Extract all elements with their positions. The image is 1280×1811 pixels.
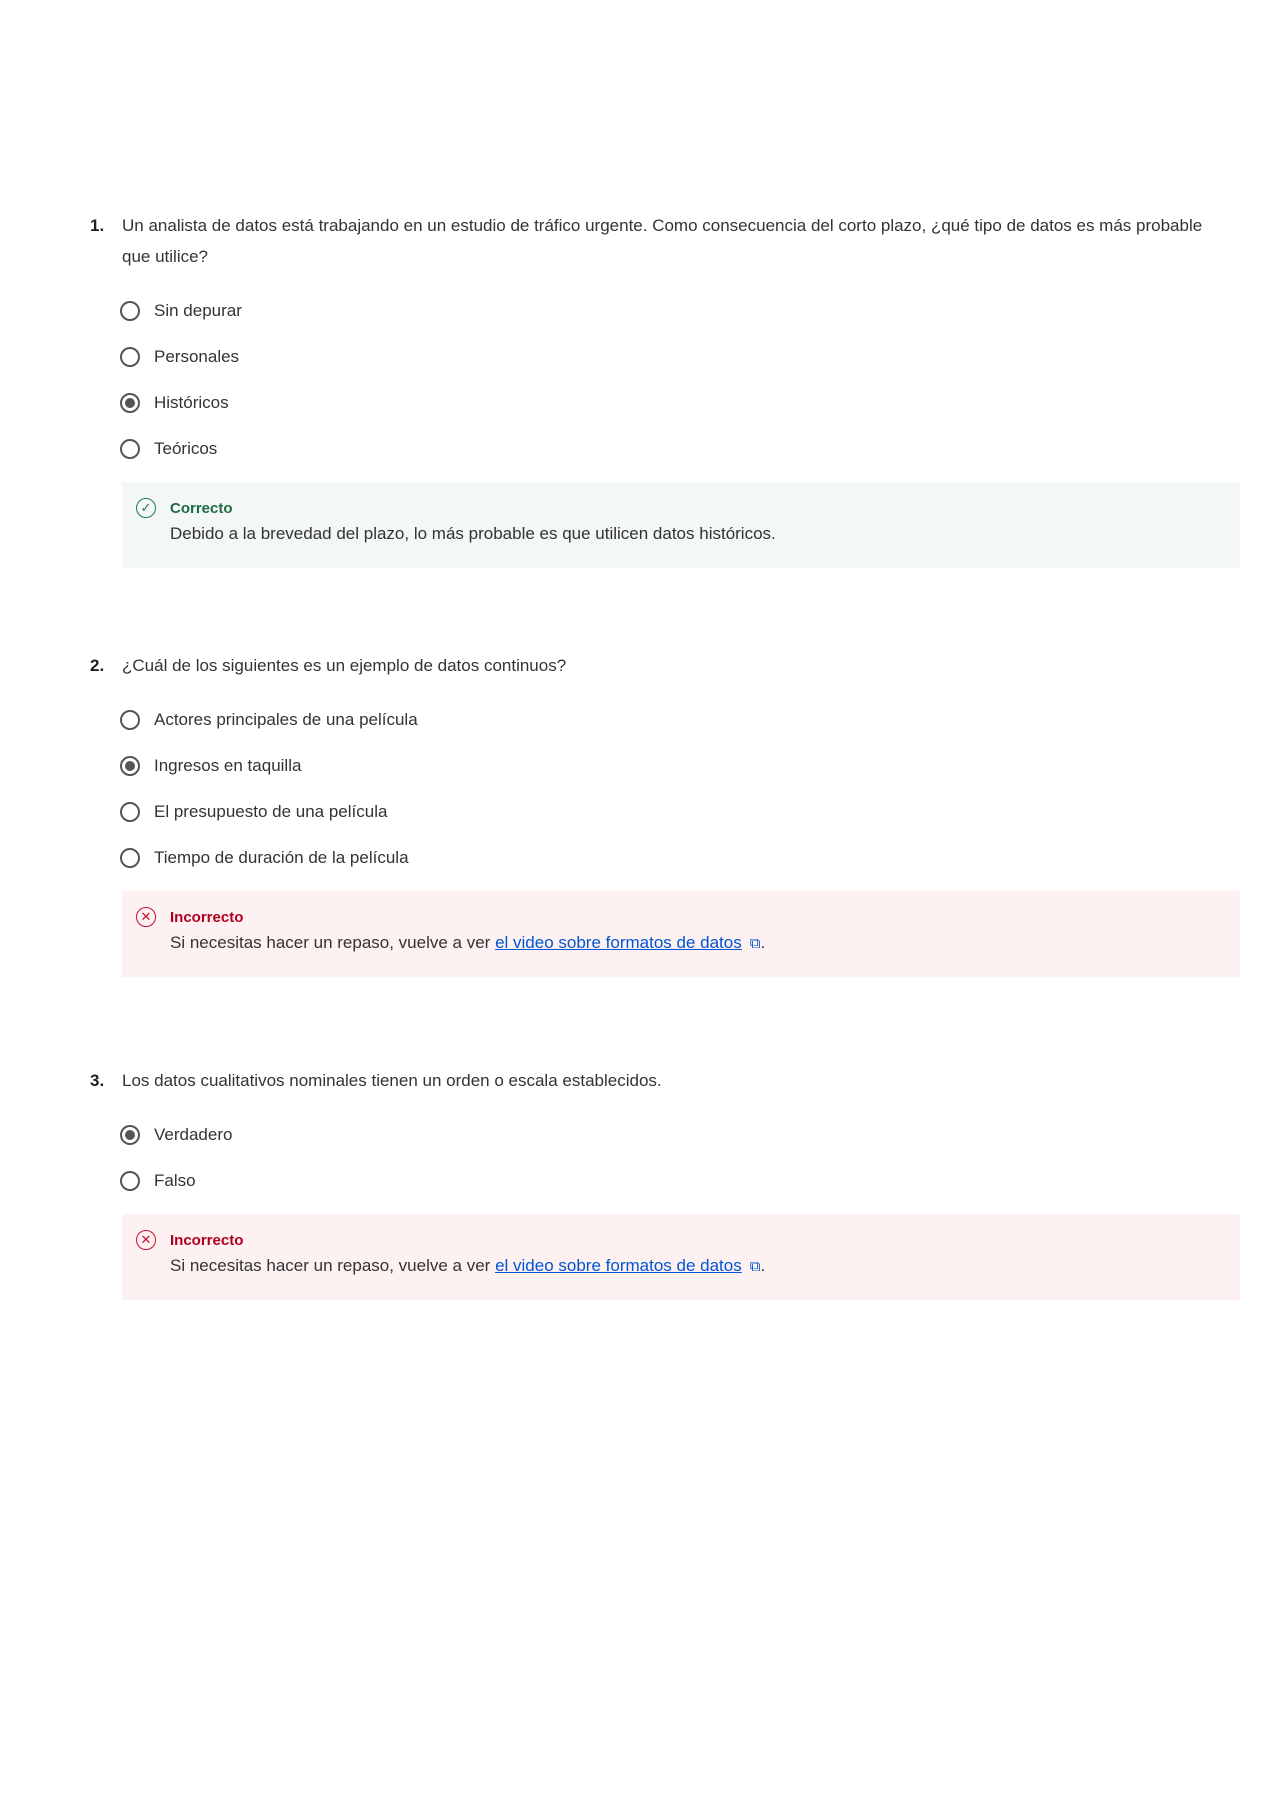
option-historicos[interactable]: [120, 380, 1240, 426]
option-teoricos[interactable]: [120, 426, 1240, 472]
feedback-text-after: .: [760, 933, 766, 952]
x-circle-icon: ✕: [136, 1230, 156, 1250]
feedback-text-after: .: [760, 1256, 766, 1275]
option-label: El presupuesto de una película: [154, 802, 388, 821]
question-header: [90, 1065, 1240, 1096]
question-text: Un analista de datos está trabajando en un estudio de tráfico urgente. Como consecuencia del corto plazo, ¿qué tipo de datos es más probable que utilice?: [122, 216, 1203, 266]
option-actores[interactable]: [120, 697, 1240, 743]
feedback-correct: [122, 482, 1240, 568]
option-label: Ingresos en taquilla: [154, 756, 302, 775]
question-text: ¿Cuál de los siguientes es un ejemplo de datos continuos?: [122, 656, 567, 675]
video-link[interactable]: el video sobre formatos de datos: [495, 933, 742, 952]
option-personales[interactable]: [120, 334, 1240, 380]
feedback-title: Incorrecto: [170, 909, 244, 926]
option-label: Actores principales de una película: [154, 710, 418, 729]
option-label: Verdadero: [154, 1125, 233, 1144]
options-list: [120, 288, 1240, 472]
question-header: [90, 650, 1240, 681]
x-circle-icon: ✕: [136, 907, 156, 927]
feedback-text: [170, 1252, 1226, 1281]
option-ingresos[interactable]: [120, 743, 1240, 789]
feedback-text: Debido a la brevedad del plazo, lo más probable es que utilicen datos históricos.: [170, 524, 776, 543]
radio-button[interactable]: [120, 301, 140, 321]
option-label: Históricos: [154, 393, 229, 412]
option-label: Tiempo de duración de la película: [154, 848, 409, 867]
feedback-title: Incorrecto: [170, 1232, 244, 1249]
option-presupuesto[interactable]: [120, 789, 1240, 835]
video-link[interactable]: el video sobre formatos de datos: [495, 1256, 742, 1275]
option-label: Teóricos: [154, 439, 218, 458]
check-circle-icon: ✓: [136, 498, 156, 518]
option-falso[interactable]: [120, 1158, 1240, 1204]
external-link-icon[interactable]: ⧉: [749, 1258, 761, 1275]
question-number: 1.: [90, 216, 105, 235]
question-3: [90, 1065, 1240, 1300]
options-list: [120, 697, 1240, 881]
option-duracion[interactable]: [120, 835, 1240, 881]
feedback-text-before: Si necesitas hacer un repaso, vuelve a ver: [170, 1256, 496, 1275]
option-label: Falso: [154, 1171, 196, 1190]
radio-button[interactable]: [120, 802, 140, 822]
feedback-text-before: Si necesitas hacer un repaso, vuelve a ver: [170, 933, 496, 952]
feedback-incorrect: [122, 1214, 1240, 1300]
option-label: Sin depurar: [154, 301, 242, 320]
option-label: Personales: [154, 347, 240, 366]
question-2: [90, 650, 1240, 977]
question-number: 3.: [90, 1071, 105, 1090]
radio-button-selected[interactable]: [120, 756, 140, 776]
radio-button-selected[interactable]: [120, 1125, 140, 1145]
question-number: 2.: [90, 656, 105, 675]
external-link-icon[interactable]: ⧉: [749, 935, 761, 952]
radio-button[interactable]: [120, 439, 140, 459]
option-sin-depurar[interactable]: [120, 288, 1240, 334]
radio-button-selected[interactable]: [120, 393, 140, 413]
option-verdadero[interactable]: [120, 1112, 1240, 1158]
feedback-text: [170, 929, 1226, 958]
radio-button[interactable]: [120, 1171, 140, 1191]
radio-button[interactable]: [120, 848, 140, 868]
question-text: Los datos cualitativos nominales tienen un orden o escala establecidos.: [122, 1071, 662, 1090]
options-list: [120, 1112, 1240, 1204]
feedback-title: Correcto: [170, 500, 233, 517]
radio-button[interactable]: [120, 347, 140, 367]
feedback-incorrect: [122, 891, 1240, 977]
question-1: [90, 210, 1240, 568]
radio-button[interactable]: [120, 710, 140, 730]
question-header: [90, 210, 1240, 272]
